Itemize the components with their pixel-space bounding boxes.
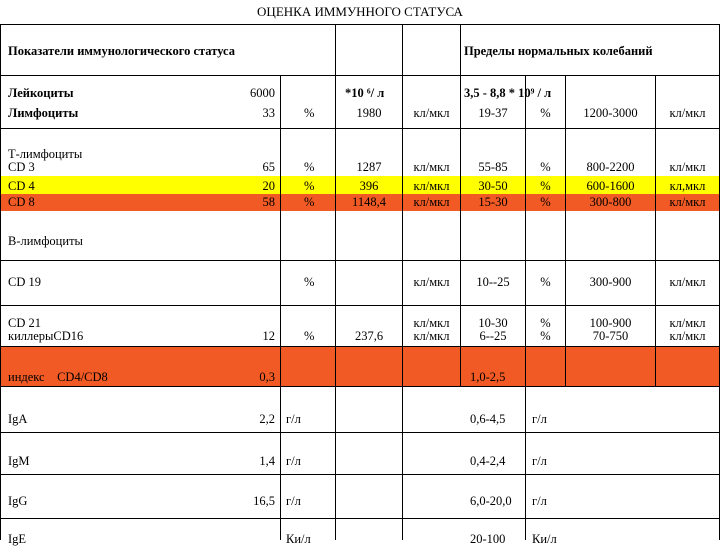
iga-norm-unit: г/л (532, 412, 547, 426)
cd21-norm-abs: 100-900 (589, 316, 632, 330)
cd19-pct-unit: % (304, 275, 315, 289)
cd3-pct-unit: % (304, 160, 315, 174)
igg-unit: г/л (286, 494, 301, 508)
cd3-norm-abs-unit: кл/мкл (669, 160, 706, 174)
cd21-norm-abs-unit: кл/мкл (669, 316, 706, 330)
lymphocytes-label: Лимфоциты (8, 106, 79, 120)
cd21-norm-pct-unit: % (540, 316, 551, 330)
lymphocytes-norm-pct: 19-37 (478, 106, 508, 120)
killers-abs: 237,6 (354, 329, 384, 343)
cd4-pct: 20 (262, 179, 275, 193)
ige-label: IgE (8, 532, 27, 546)
ige-unit: Ки/л (286, 532, 311, 546)
igg-norm-unit: г/л (532, 494, 547, 508)
ige-norm-unit: Ки/л (532, 532, 557, 546)
cd3-pct: 65 (262, 160, 275, 174)
killers-norm-abs: 70-750 (592, 329, 629, 343)
iga-norm: 0,6-4,5 (470, 412, 506, 426)
cd8-pct: 58 (262, 195, 275, 209)
cd21-norm-pct: 10-30 (478, 316, 508, 330)
cd19-norm-abs-unit: кл/мкл (669, 275, 706, 289)
igm-norm: 0,4-2,4 (470, 454, 506, 468)
index-value: 0,3 (259, 370, 275, 384)
cd8-norm-abs: 300-800 (589, 195, 632, 209)
lymphocytes-norm-abs-unit: кл/мкл (669, 106, 706, 120)
lymphocytes-norm-pct-unit: % (540, 106, 551, 120)
cd21-label: CD 21 (8, 316, 41, 330)
leukocytes-value: 6000 (250, 86, 275, 100)
cd8-norm-pct: 15-30 (478, 195, 508, 209)
cd19-label: CD 19 (8, 275, 41, 289)
cd8-abs-unit: кл/мкл (413, 195, 450, 209)
igm-label: IgM (8, 454, 30, 468)
igg-value: 16,5 (253, 494, 275, 508)
cd3-abs: 1287 (356, 160, 382, 174)
header-norms: Пределы нормальных колебаний (464, 44, 653, 58)
index-norm: 1,0-2,5 (470, 370, 506, 384)
killers-pct-unit: % (304, 329, 315, 343)
cd19-norm-abs: 300-900 (589, 275, 632, 289)
cd4-abs: 396 (359, 179, 379, 193)
killers-norm-pct: 6--25 (479, 329, 507, 343)
t-lymphocytes-heading: Т-лимфоциты (8, 147, 83, 161)
page-title: ОЦЕНКА ИММУННОГО СТАТУСА (257, 4, 463, 19)
leukocytes-norm: 3,5 - 8,8 * 10⁹ / л (464, 86, 552, 100)
cd4-norm-pct-unit: % (540, 179, 551, 193)
leukocytes-label: Лейкоциты (8, 86, 74, 100)
iga-label: IgA (8, 412, 28, 426)
cd8-abs: 1148,4 (352, 195, 386, 209)
cd8-label: CD 8 (8, 195, 35, 209)
cd21-abs-unit: кл/мкл (413, 316, 450, 330)
cd4-norm-abs-unit: кл,мкл (669, 179, 706, 193)
cd3-norm-pct: 55-85 (478, 160, 508, 174)
killers-label: киллерыCD16 (8, 329, 84, 343)
iga-unit: г/л (286, 412, 301, 426)
cd3-norm-pct-unit: % (540, 160, 551, 174)
igm-value: 1,4 (259, 454, 275, 468)
cd3-abs-unit: кл/мкл (413, 160, 450, 174)
lymphocytes-norm-abs: 1200-3000 (583, 106, 638, 120)
igg-label: IgG (8, 494, 28, 508)
cd8-norm-abs-unit: кл/мкл (669, 195, 706, 209)
lymphocytes-abs: 1980 (356, 106, 382, 120)
cd3-label: CD 3 (8, 160, 35, 174)
cd3-norm-abs: 800-2200 (586, 160, 635, 174)
killers-norm-pct-unit: % (540, 329, 551, 343)
killers-pct: 12 (262, 329, 275, 343)
igm-unit: г/л (286, 454, 301, 468)
cd8-pct-unit: % (304, 195, 315, 209)
cd19-norm-pct: 10--25 (476, 275, 510, 289)
ige-norm: 20-100 (470, 532, 506, 546)
cd4-label: CD 4 (8, 179, 35, 193)
cd4-pct-unit: % (304, 179, 315, 193)
cd4-abs-unit: кл/мкл (413, 179, 450, 193)
lymphocytes-abs-unit: кл/мкл (413, 106, 450, 120)
lymphocytes-pct: 33 (262, 106, 275, 120)
igg-norm: 6,0-20,0 (470, 494, 512, 508)
b-lymphocytes-heading: В-лимфоциты (8, 234, 83, 248)
killers-norm-abs-unit: кл/мкл (669, 329, 706, 343)
cd4-norm-abs: 600-1600 (586, 179, 635, 193)
iga-value: 2,2 (259, 412, 275, 426)
lymphocytes-pct-unit: % (304, 106, 315, 120)
cd8-norm-pct-unit: % (540, 195, 551, 209)
cd19-abs-unit: кл/мкл (413, 275, 450, 289)
cd19-norm-pct-unit: % (540, 275, 551, 289)
killers-abs-unit: кл/мкл (413, 329, 450, 343)
index-label: индекс CD4/CD8 (8, 370, 108, 384)
igm-norm-unit: г/л (532, 454, 547, 468)
leukocytes-unit: *10 ⁶/ л (345, 86, 385, 100)
cd4-norm-pct: 30-50 (478, 179, 508, 193)
header-indicators: Показатели иммунологического статуса (8, 44, 236, 58)
